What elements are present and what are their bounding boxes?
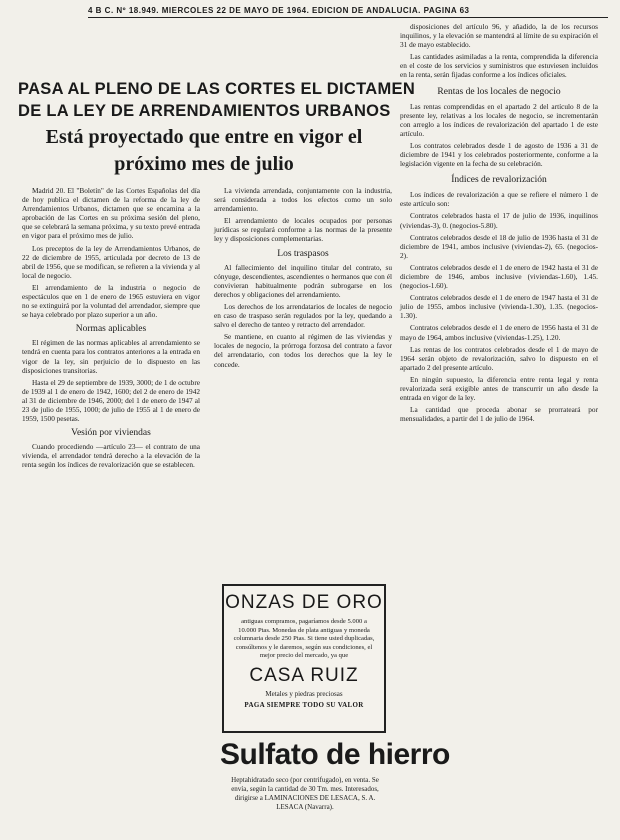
headline-line-1: PASA AL PLENO DE LAS CORTES EL DICTAMEN <box>18 80 416 98</box>
ad-onzas-de-oro <box>222 584 386 733</box>
paragraph: Los preceptos de la ley de Arrendamientos Urbanos, de 22 de diciembre de 1955, articulada por decreto de 13 de abril de 1956, que se modifican, se refieren a la vivienda y al local de negocio. <box>22 243 200 280</box>
section-title: Los traspasos <box>277 248 329 259</box>
paragraph: Las rentas comprendidas en el apartado 2 del artículo 8 de la presente ley, relativas a los locales de negocio, se incrementarán con arreglo a los índices de revalorización del apartado 1 de este artículo. <box>400 101 598 138</box>
article-column-1 <box>22 186 200 472</box>
section-title: Índices de revalorización <box>451 175 547 186</box>
paragraph: El arrendamiento de la industria o negocio de espectáculos que en 1 de enero de 1965 estuviera en vigor no se extinguirá por la voluntad del arrendador, siempre que se haya celebrado por plazo superior a un año. <box>22 282 200 320</box>
headline-line-2: DE LA LEY DE ARRENDAMIENTOS URBANOS <box>18 102 391 120</box>
paragraph: Las rentas de los contratos celebrados desde el 1 de mayo de 1964 serán objeto de revalorización, salvo lo dispuesto en el apartado 2 del presente artículo. <box>400 344 598 372</box>
main-headline-block <box>18 78 416 176</box>
article-column-2 <box>214 186 392 372</box>
paragraph: Cuando procediendo —artículo 23— el contrato de una vivienda, el arrendador tendrá derecho a la elevación de la renta según los índices de revalorización que se establecen. <box>22 442 200 470</box>
ad-subtitle: Metales y piedras preciosas <box>265 689 343 698</box>
paragraph: Contratos celebrados desde el 1 de enero de 1942 hasta el 31 de diciembre de 1946, ambos inclusive (viviendas-1.60), 1.45. (negocios-1.60). <box>400 262 598 291</box>
ad-sulfato-title: Sulfato de hierro <box>220 738 450 771</box>
right-column <box>400 22 598 426</box>
paragraph: Al fallecimiento del inquilino titular del contrato, su cónyuge, descendientes, ascendientes o hermanos que con él convivieran habitualmente podrán subrogarse en los derechos y obligaciones del arrendamiento. <box>214 262 392 299</box>
ad-title: ONZAS DE ORO <box>225 592 383 613</box>
paragraph: disposiciones del artículo 96, y añadido, la de los recursos inquilinos, y la elevación se mantendrá al límite de su expiración el 31 de mayo establecido. <box>400 22 598 50</box>
paragraph: La vivienda arrendada, conjuntamente con la industria, será considerada a todos los efectos como un solo arrendamiento. <box>214 186 392 214</box>
paragraph: Hasta el 29 de septiembre de 1939, 3000; de 1 de octubre de 1939 al 1 de enero de 1942, 1600; del 2 de enero de 1942 al 31 de diciembre de 1946, 2000; del 1 de enero de 1947 al 23 de julio de 1955, 1000; de julio de 1955 al 1 de enero de 1959, 1500 pesetas. <box>22 377 200 424</box>
paragraph: El arrendamiento de locales ocupados por personas jurídicas se regulará conforme a las normas de la presente ley y disposiciones complementarias. <box>214 216 392 244</box>
subheadline-line-2: próximo mes de julio <box>114 153 294 175</box>
paragraph: Los contratos celebrados desde 1 de agosto de 1936 a 31 de diciembre de 1941 y los celebrados posteriormente, conforme a la legislación vigente en la fecha de su celebración. <box>400 140 598 169</box>
paragraph: La cantidad que proceda abonar se prorrateará por mensualidades, a partir del 1 de julio de 1964. <box>400 405 598 424</box>
page-header: 4 B C. Nº 18.949. MIERCOLES 22 DE MAYO DE 1964. EDICION DE ANDALUCIA. PAGINA 63 <box>88 6 608 18</box>
section-title: Vesión por viviendas <box>71 428 151 439</box>
ad-slogan: PAGA SIEMPRE TODO SU VALOR <box>244 700 364 709</box>
ad-text: antiguas compramos, pagaríamos desde 5.000 a 10.000 Ptas. Monedas de plata antiguas y moneda columnaria desde 250 Ptas. Si tiene usted duplicadas, consúltenos y le daremos, según sus condiciones, el mejor precio del mercado, ya que <box>233 618 375 660</box>
paragraph: Los índices de revalorización a que se refiere el número 1 de este artículo son: <box>400 190 598 209</box>
paragraph: Madrid 20. El "Boletín" de las Cortes Españolas del día de hoy publica el dictamen de la reforma de la ley de Arrendamientos Urbanos, dictamen que se encamina a la aprobación de las Cortes en su próxima sesión del pleno, que se celebrará la semana próxima, y su texto prevé entrada en vigor para el próximo mes de julio. <box>22 186 200 241</box>
paragraph: Contratos celebrados desde el 1 de enero de 1947 hasta el 31 de julio de 1955, ambos inclusive (vivienda-1.30), 1.35. (negocios-1.30). <box>400 293 598 321</box>
subheadline-line-1: Está proyectado que entre en vigor el <box>45 126 363 148</box>
section-title: Normas aplicables <box>75 324 147 335</box>
paragraph: Contratos celebrados hasta el 17 de julio de 1936, inquilinos (viviendas-3), 0. (negocios-5.80). <box>400 211 598 230</box>
paragraph: Se mantiene, en cuanto al régimen de las viviendas y locales de negocio, la prórroga forzosa del contrato a favor del arrendatario, con todos los derechos que la ley le concede. <box>214 332 392 369</box>
paragraph: Contratos celebrados desde el 1 de enero de 1956 hasta el 31 de mayo de 1964, ambos inclusive (viviendas-1.25), 1.20. <box>400 323 598 342</box>
paragraph: El régimen de las normas aplicables al arrendamiento se tendrá en cuenta para los contratos anteriores a la entrada en vigor de la ley, sin perjuicio de lo dispuesto en las disposiciones transitorias. <box>22 338 200 375</box>
section-title: Rentas de los locales de negocio <box>437 86 561 97</box>
paragraph: Los derechos de los arrendatarios de locales de negocio en caso de traspaso serán regulados por la ley, quedando a salvo el derecho de tanteo y retracto del arrendador. <box>214 301 392 330</box>
ad-company-name: CASA RUIZ <box>249 664 359 686</box>
paragraph: Las cantidades asimiladas a la renta, comprendida la diferencia en el coste de los servicios y suministros que estuviesen incluidos en la renta, serán fijadas conforme a los índices oficiales. <box>400 52 598 80</box>
paragraph: Contratos celebrados desde el 18 de julio de 1936 hasta el 31 de diciembre de 1941, ambos inclusive (viviendas-2), 65. (negocios-2). <box>400 232 598 260</box>
ad-sulfato-text: Heptahidratado seco (por centrifugado), en venta. Se envía, según la cantidad de 30 Tm. mes. Interesados, dirigirse a LAMINACIONES DE LESACA, S. A. LESACA (Navarra). <box>231 776 379 811</box>
paragraph: En ningún supuesto, la diferencia entre renta legal y renta revalorizada será exigible antes de transcurrir un año desde la entrada en vigor de la ley. <box>400 374 598 403</box>
